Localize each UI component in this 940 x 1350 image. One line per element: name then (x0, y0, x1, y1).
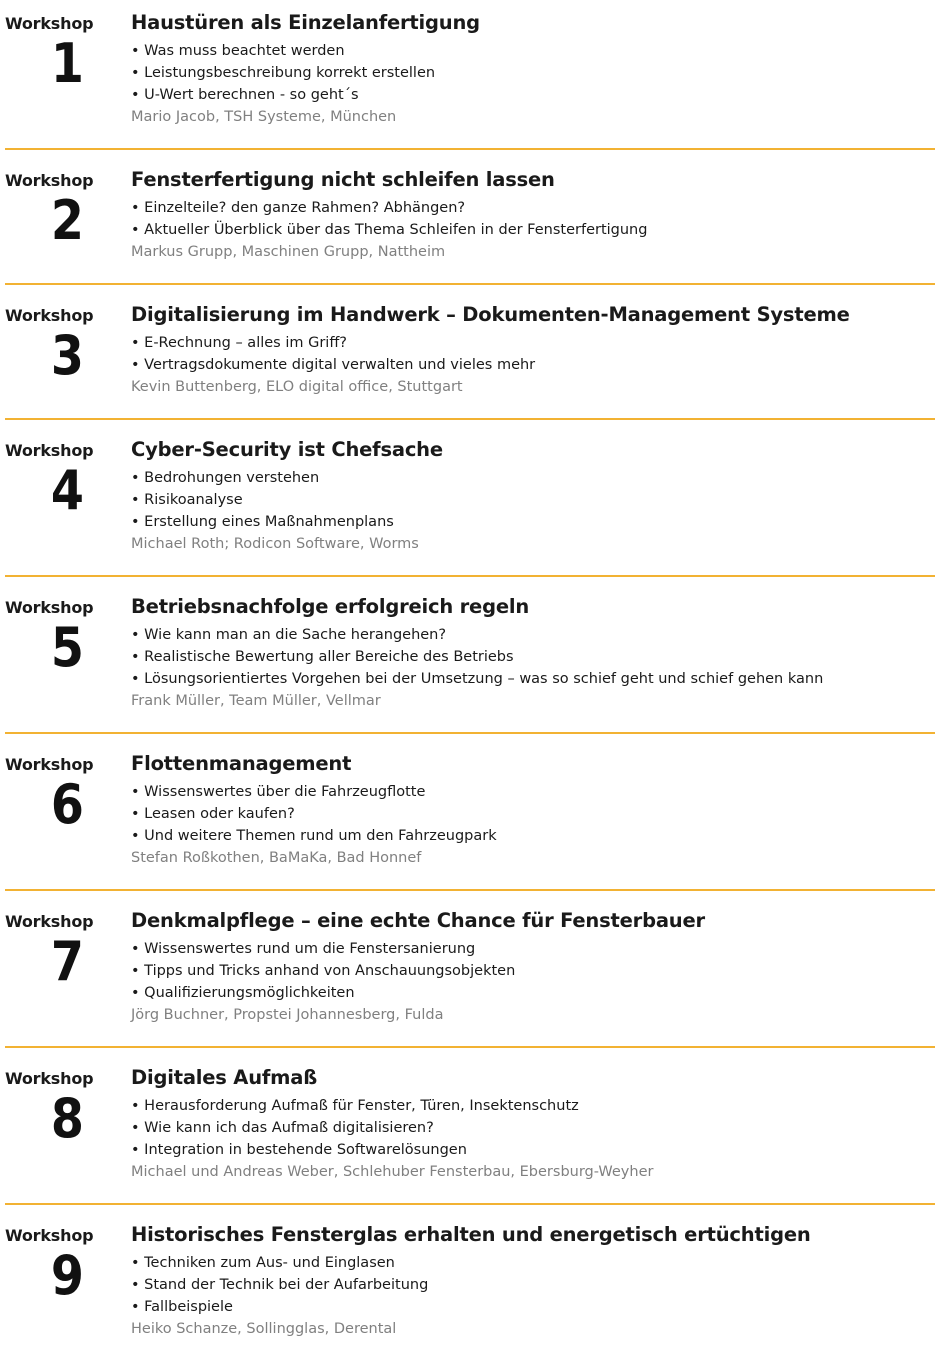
workshop-label: Workshop (5, 14, 94, 33)
workshop-topic: • Wie kann ich das Aufmaß digitalisieren? (131, 1120, 434, 1136)
divider (5, 148, 935, 150)
workshop-topic: • Aktueller Überblick über das Thema Schleifen in der Fensterfertigung (131, 222, 648, 238)
workshop-speaker: Michael und Andreas Weber, Schlehuber Fensterbau, Ebersburg-Weyher (131, 1164, 654, 1180)
workshop-label: Workshop (5, 598, 94, 617)
workshop-content (131, 594, 931, 712)
workshop-speaker: Stefan Roßkothen, BaMaKa, Bad Honnef (131, 850, 422, 866)
workshop-title: Fensterfertigung nicht schleifen lassen (131, 168, 555, 191)
workshop-number: 9 (50, 1244, 84, 1307)
workshop-topic: • Vertragsdokumente digital verwalten und vieles mehr (131, 357, 536, 373)
workshop-title: Betriebsnachfolge erfolgreich regeln (131, 595, 530, 618)
workshop-topic: • Lösungsorientiertes Vorgehen bei der Umsetzung – was so schief geht und schief gehen kann (131, 671, 824, 687)
workshop-content (131, 10, 931, 128)
workshop-topic: • Was muss beachtet werden (131, 43, 345, 59)
workshop-number: 6 (50, 773, 84, 836)
workshop-number: 2 (50, 189, 84, 252)
workshop-speaker: Frank Müller, Team Müller, Vellmar (131, 693, 381, 709)
workshop-label: Workshop (5, 755, 94, 774)
workshop-topic: • U-Wert berechnen - so geht´s (131, 87, 359, 103)
workshop-label: Workshop (5, 1226, 94, 1245)
workshop-content (131, 1065, 931, 1183)
divider (5, 889, 935, 891)
workshop-topic: • Techniken zum Aus- und Einglasen (131, 1255, 395, 1271)
workshop-topic: • Und weitere Themen rund um den Fahrzeugpark (131, 828, 497, 844)
workshop-topic: • Risikoanalyse (131, 492, 243, 508)
divider (5, 418, 935, 420)
workshop-title: Flottenmanagement (131, 752, 352, 775)
workshop-topic: • Erstellung eines Maßnahmenplans (131, 514, 394, 530)
workshop-topic: • Bedrohungen verstehen (131, 470, 320, 486)
workshop-topic: • Einzelteile? den ganze Rahmen? Abhängen? (131, 200, 466, 216)
workshop-label: Workshop (5, 912, 94, 931)
workshop-speaker: Markus Grupp, Maschinen Grupp, Nattheim (131, 244, 446, 260)
workshop-topic: • Stand der Technik bei der Aufarbeitung (131, 1277, 429, 1293)
workshop-number: 8 (50, 1087, 84, 1150)
workshop-label: Workshop (5, 1069, 94, 1088)
workshop-speaker: Jörg Buchner, Propstei Johannesberg, Fulda (131, 1007, 444, 1023)
workshop-title: Haustüren als Einzelanfertigung (131, 11, 480, 34)
workshop-topic: • Wissenswertes rund um die Fenstersanierung (131, 941, 476, 957)
divider (5, 575, 935, 577)
workshop-title: Digitalisierung im Handwerk – Dokumenten-Management Systeme (131, 303, 850, 326)
workshop-label: Workshop (5, 171, 94, 190)
workshop-number: 5 (50, 616, 84, 679)
workshop-speaker: Heiko Schanze, Sollingglas, Derental (131, 1321, 397, 1337)
workshop-topic: • Integration in bestehende Softwarelösungen (131, 1142, 467, 1158)
workshop-topic: • Herausforderung Aufmaß für Fenster, Türen, Insektenschutz (131, 1098, 579, 1114)
workshop-topic: • E-Rechnung – alles im Griff? (131, 335, 348, 351)
workshop-label: Workshop (5, 306, 94, 325)
workshop-title: Denkmalpflege – eine echte Chance für Fensterbauer (131, 909, 705, 932)
workshop-speaker: Mario Jacob, TSH Systeme, München (131, 109, 397, 125)
workshop-content (131, 908, 931, 1026)
workshop-content (131, 167, 931, 263)
workshop-topic: • Realistische Bewertung aller Bereiche des Betriebs (131, 649, 514, 665)
workshop-title: Digitales Aufmaß (131, 1066, 318, 1089)
workshop-topic: • Tipps und Tricks anhand von Anschauungsobjekten (131, 963, 516, 979)
workshop-content (131, 302, 931, 398)
workshop-topic: • Fallbeispiele (131, 1299, 233, 1315)
divider (5, 732, 935, 734)
workshop-speaker: Michael Roth; Rodicon Software, Worms (131, 536, 419, 552)
workshop-title: Historisches Fensterglas erhalten und energetisch ertüchtigen (131, 1223, 811, 1246)
workshop-number: 4 (50, 459, 84, 522)
workshop-content (131, 437, 931, 555)
workshop-number: 1 (50, 32, 84, 95)
workshop-label: Workshop (5, 441, 94, 460)
workshop-title: Cyber-Security ist Chefsache (131, 438, 443, 461)
workshop-topic: • Leistungsbeschreibung korrekt erstellen (131, 65, 436, 81)
divider (5, 1046, 935, 1048)
workshop-content (131, 1222, 931, 1340)
workshop-topic: • Wissenswertes über die Fahrzeugflotte (131, 784, 426, 800)
workshop-topic: • Leasen oder kaufen? (131, 806, 295, 822)
divider (5, 283, 935, 285)
divider (5, 1203, 935, 1205)
workshop-topic: • Qualifizierungsmöglichkeiten (131, 985, 355, 1001)
workshop-number: 7 (50, 930, 84, 993)
workshop-topic: • Wie kann man an die Sache herangehen? (131, 627, 447, 643)
workshop-speaker: Kevin Buttenberg, ELO digital office, Stuttgart (131, 379, 463, 395)
workshop-number: 3 (50, 324, 84, 387)
workshop-content (131, 751, 931, 869)
